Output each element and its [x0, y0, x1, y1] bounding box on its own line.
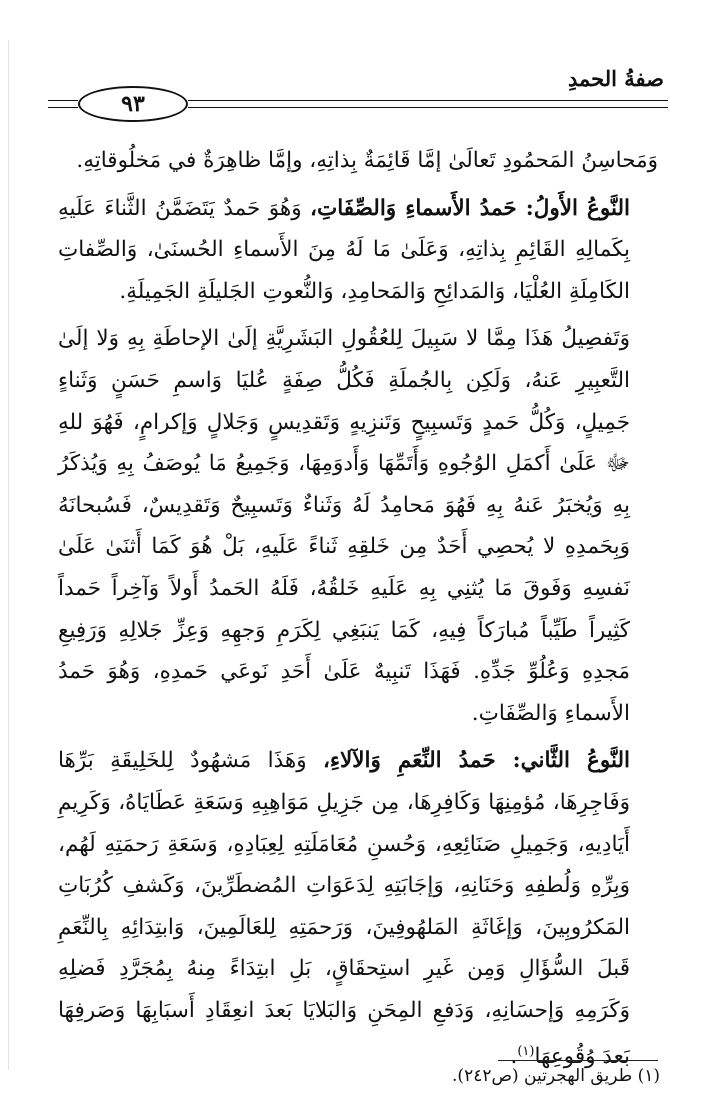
header-rule-left-top [48, 100, 78, 101]
main-text [58, 140, 658, 1078]
paragraph-type-one-text: وَهُوَ حَمدٌ يَتَضَمَّنُ الثَّناءَ عَلَيهِ بِكَمالِهِ القَائِمِ بِذاتِهِ، وَعَلَىٰ مَا لَهُ مِنَ الأَسماءِ الحُسنَىٰ، وَالصِّفاتِ الكَامِلَةِ العُلْيَا، وَالمَدائِحِ وَالمَحامِدِ، وَالنُّعوتِ الجَليلَةِ الجَمِيلَةِ. [58, 195, 630, 304]
header-rule-right-bottom [188, 107, 668, 108]
paragraph-type-two-text: وَهَذَا مَشهُودٌ لِلخَلِيقَةِ بَرِّهَا وَفَاجِرِهَا، مُؤمِنِهَا وَكَافِرِهَا، مِن جَزِيلِ مَوَاهِبِهِ وَسَعَةِ عَطَايَاهُ، وَكَرِيمِ أَيَادِيهِ، وَجَمِيلِ صَنَائِعِهِ، وَحُسنِ مُعَامَلَتِهِ لِعِبَادِهِ، وَسَعَةِ رَحمَتِهِ لَهُم، وَبِرِّهِ وَلُطفِهِ وَحَنَانِهِ، وَإجَابَتِهِ لِدَعَوَاتِ المُضطَرِّينَ، وَكَشفِ كُرُبَاتِ المَكرُوبِينَ، وَإغَاثَةِ المَلهُوفِينَ، وَرَحمَتِهِ لِلعَالَمِينَ، وَابتِدَائِهِ بِالنِّعَمِ قَبلَ السُّؤَالِ وَمِن غَيرِ استِحقَاقٍ، بَلِ ابتِدَاءً مِنهُ بِمُجَرَّدِ فَضلِهِ وَكَرَمِهِ وَإحسَانِهِ، وَدَفعِ المِحَنِ وَالبَلايَا بَعدَ انعِقَادِ أَسبَابِهَا وَصَرفِهَا بَعدَ وُقُوعِهَا [58, 748, 630, 1070]
footnote-reference: (١) [517, 1044, 535, 1060]
paragraph-detail: وَتَفصِيلُ هَذَا مِمَّا لا سَبِيلَ لِلعُقُولِ البَشَرِيَّةِ إلَىٰ الإحاطَةِ بِهِ وَلا إلَىٰ التَّعبِيرِ عَنهُ، وَلَكِن بِالجُملَةِ فَكُلُّ صِفَةٍ عُليَا وَاسمِ حَسَنٍ وَثَناءٍ جَمِيلٍ، وَكُلُّ حَمدٍ وَتَسبِيحٍ وَتَنزِيهٍ وَتَقدِيسٍ وَجَلالٍ وَإكرامٍ، فَهُوَ للهِ ﷻ عَلَىٰ أَكمَلِ الوُجُوهِ وَأَتَمِّهَا وَأَدوَمِهَا، وَجَمِيعُ مَا يُوصَفُ بِهِ وَيُذكَرُ بِهِ وَيُخبَرُ عَنهُ بِهِ فَهُوَ مَحامِدُ لَهُ وَثَناءٌ وَتَسبِيحٌ وَتَقدِيسٌ، فَسُبحانَهُ وَبِحَمدِهِ لا يُحصِي أَحَدٌ مِن خَلقِهِ ثَناءً عَلَيهِ، بَلْ هُوَ كَمَا أَثنَىٰ عَلَىٰ نَفسِهِ وَفَوقَ مَا يُثنِي بِهِ عَلَيهِ خَلقُهُ، فَلَهُ الحَمدُ أَولاً وَآخِراً حَمداً كَثِيراً طَيِّباً مُبارَكاً فِيهِ، كَمَا يَنبَغِي لِكَرَمِ وَجهِهِ وَعِزِّ جَلالِهِ وَرَفِيعِ مَجدِهِ وَعُلُوِّ جَدِّهِ. فَهَذَا تَنبِيهٌ عَلَىٰ أَحَدِ نَوعَي حَمدِهِ، وَهُوَ حَمدُ الأَسماءِ وَالصِّفَاتِ. [58, 326, 630, 726]
header-rule-left-bottom [48, 107, 78, 108]
paragraph-intro: وَمَحاسِنُ المَحمُودِ تَعالَىٰ إمَّا قَائِمَةٌ بِذاتِهِ، وإمَّا ظاهِرَةٌ في مَخلُوقاتِهِ. [76, 148, 658, 173]
page-header [48, 62, 668, 132]
footnote: (١) طريق الهجرتين (ص٢٤٢). [452, 1066, 660, 1086]
page-gutter-shadow [8, 40, 9, 1070]
paragraph-end-punct: . [510, 1044, 518, 1070]
paragraph-type-one [58, 188, 658, 313]
heading-type-one: النَّوعُ الأَولُ: حَمدُ الأَسماءِ وَالصِّفَاتِ، [310, 195, 630, 221]
heading-type-two: النَّوعُ الثَّاني: حَمدُ النِّعَمِ وَالآلاءِ، [322, 748, 630, 774]
footnote-separator [498, 1060, 658, 1061]
paragraph-type-two [58, 740, 658, 1078]
header-rule-right-top [188, 100, 668, 101]
running-title: صفةُ الحمدِ [568, 66, 664, 91]
page-number: ٩٣ [78, 86, 188, 122]
